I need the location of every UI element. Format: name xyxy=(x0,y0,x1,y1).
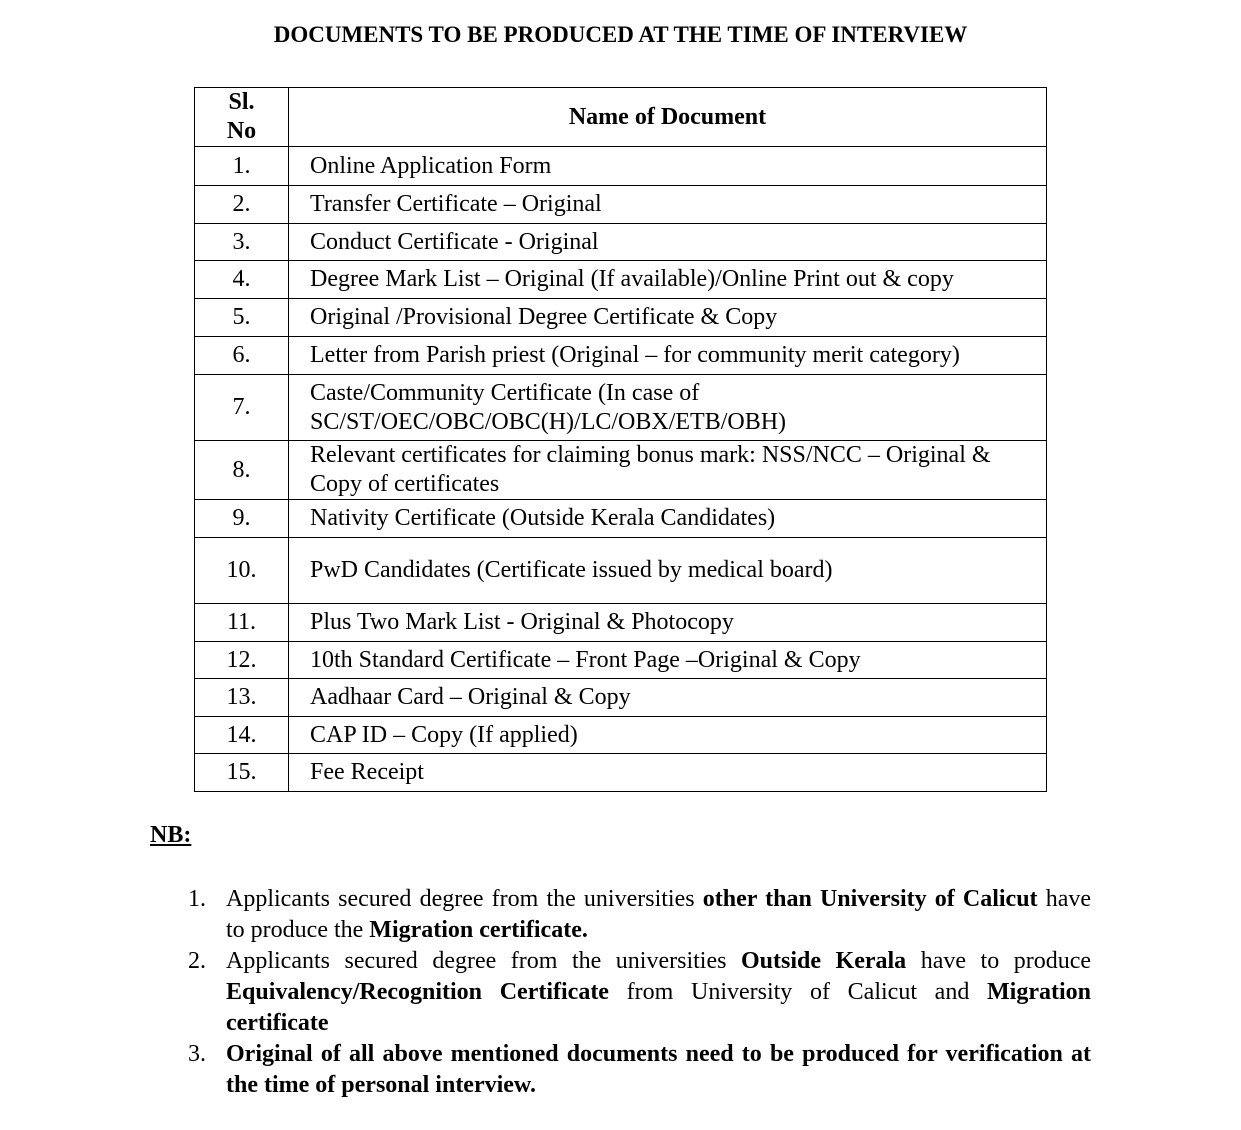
document-name: Degree Mark List – Original (If available)/Online Print out & copy xyxy=(289,261,1047,299)
document-name: Nativity Certificate (Outside Kerala Candidates) xyxy=(289,500,1047,538)
nb-heading: NB: xyxy=(150,822,192,848)
note-emphasis: Equivalency/Recognition Certificate xyxy=(226,979,609,1005)
document-name: Aadhaar Card – Original & Copy xyxy=(289,679,1047,717)
row-number: 14. xyxy=(195,717,289,754)
table-header-row xyxy=(195,88,1047,147)
table-row xyxy=(195,337,1047,375)
note-emphasis: Migration certificate xyxy=(226,979,1091,1036)
nb-note xyxy=(188,1039,1091,1101)
note-text: have to produce the xyxy=(226,886,1092,943)
document-name: 10th Standard Certificate – Front Page –Original & Copy xyxy=(289,642,1047,679)
documents-table xyxy=(194,87,1047,792)
document-name: Transfer Certificate – Original xyxy=(289,186,1047,224)
row-number: 12. xyxy=(195,642,289,679)
document-name: Letter from Parish priest (Original – for community merit category) xyxy=(289,337,1047,375)
note-text: Applicants secured degree from the universities xyxy=(226,948,741,974)
note-emphasis: Outside Kerala xyxy=(740,948,907,974)
document-name: Fee Receipt xyxy=(289,754,1047,792)
note-text: from University of Calicut and xyxy=(608,979,988,1005)
row-number: 3. xyxy=(195,224,289,261)
note-emphasis: Original of all above mentioned documents need to be produced for verification at the time of personal interview. xyxy=(226,1041,1091,1098)
row-number: 11. xyxy=(195,604,289,642)
header-sl-line2: No xyxy=(226,118,257,144)
document-name: Plus Two Mark List - Original & Photocopy xyxy=(289,604,1047,642)
header-sl-line1: Sl. xyxy=(228,89,255,115)
table-row xyxy=(195,186,1047,224)
document-name: Relevant certificates for claiming bonus mark: NSS/NCC – Original & Copy of certificates xyxy=(289,441,1047,500)
row-number: 10. xyxy=(195,538,289,604)
row-number: 15. xyxy=(195,754,289,792)
note-text: have to produce xyxy=(906,948,1092,974)
row-number: 1. xyxy=(195,147,289,186)
document-name: CAP ID – Copy (If applied) xyxy=(289,717,1047,754)
note-number: 3. xyxy=(188,1041,206,1067)
nb-note xyxy=(188,946,1092,1039)
row-number: 2. xyxy=(195,186,289,224)
note-emphasis: other than University of Calicut xyxy=(702,886,1038,912)
document-name: Online Application Form xyxy=(289,147,1047,186)
note-number: 2. xyxy=(188,948,206,974)
row-number: 5. xyxy=(195,299,289,337)
note-emphasis: Migration certificate. xyxy=(369,917,588,943)
row-number: 8. xyxy=(195,441,289,500)
header-document-name: Name of Document xyxy=(289,88,1047,147)
table-row xyxy=(195,441,1047,500)
table-row xyxy=(195,604,1047,642)
document-name: Caste/Community Certificate (In case of SC/ST/OEC/OBC/OBC(H)/LC/OBX/ETB/OBH) xyxy=(289,375,1047,441)
row-number: 6. xyxy=(195,337,289,375)
table-row xyxy=(195,754,1047,792)
nb-note xyxy=(188,884,1092,946)
table-row xyxy=(195,147,1047,186)
row-number: 7. xyxy=(195,375,289,441)
table-row xyxy=(195,224,1047,261)
row-number: 9. xyxy=(195,500,289,538)
table-row xyxy=(195,261,1047,299)
note-number: 1. xyxy=(188,886,206,912)
nb-notes-list xyxy=(188,884,1092,1101)
table-row xyxy=(195,500,1047,538)
table-row xyxy=(195,642,1047,679)
table-row xyxy=(195,538,1047,604)
document-name: PwD Candidates (Certificate issued by medical board) xyxy=(289,538,1047,604)
table-row xyxy=(195,679,1047,717)
row-number: 4. xyxy=(195,261,289,299)
table-row xyxy=(195,375,1047,441)
header-sl-no xyxy=(195,88,289,147)
table-row xyxy=(195,299,1047,337)
row-number: 13. xyxy=(195,679,289,717)
document-name: Conduct Certificate - Original xyxy=(289,224,1047,261)
table-row xyxy=(195,717,1047,754)
document-name: Original /Provisional Degree Certificate & Copy xyxy=(289,299,1047,337)
note-text: Applicants secured degree from the universities xyxy=(226,886,703,912)
page-title: DOCUMENTS TO BE PRODUCED AT THE TIME OF INTERVIEW xyxy=(273,22,968,47)
